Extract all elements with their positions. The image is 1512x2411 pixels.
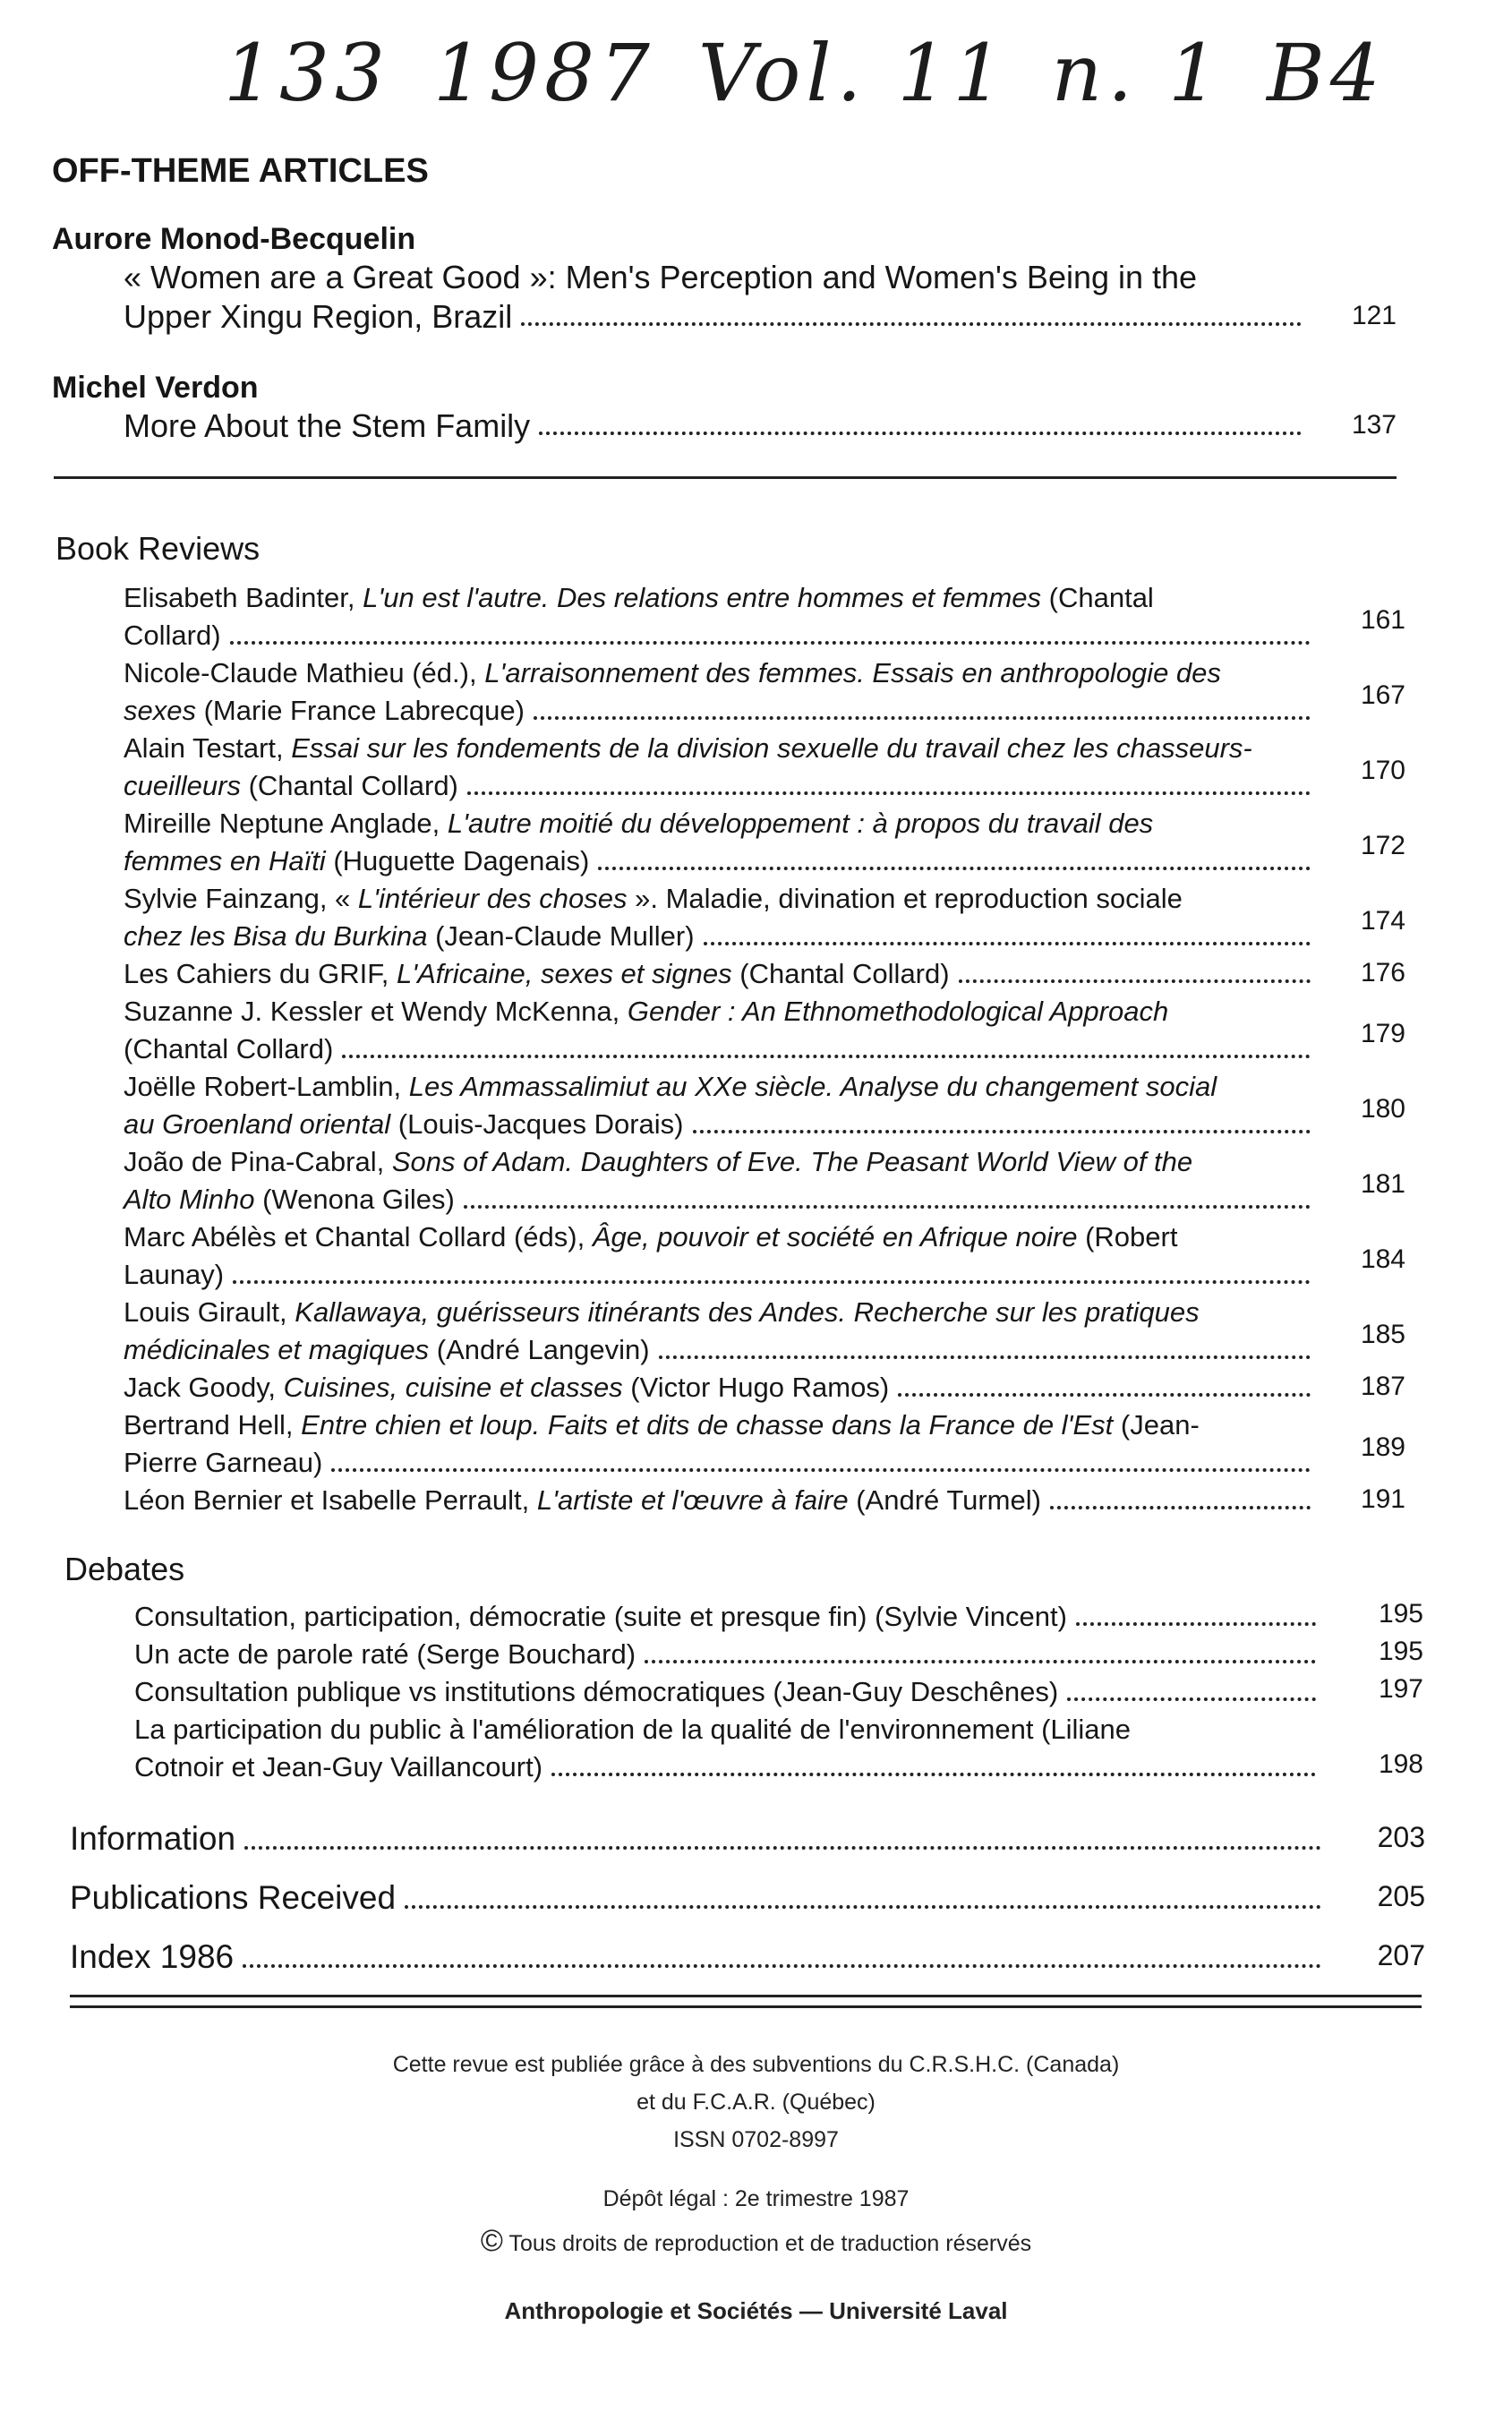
review-text xyxy=(124,1031,333,1067)
page-number: 181 xyxy=(1360,1169,1405,1199)
review-reviewer: (Chantal Collard) xyxy=(124,1033,334,1064)
dot-leader xyxy=(243,1964,1321,1968)
review-row xyxy=(124,919,1323,954)
dot-leader xyxy=(233,1280,1311,1284)
review-author: João de Pina-Cabral, xyxy=(124,1146,392,1177)
page-number: 197 xyxy=(1378,1674,1423,1704)
page-number: 185 xyxy=(1360,1320,1405,1349)
review-reviewer: (Marie France Labrecque) xyxy=(195,695,525,726)
footer-line: Cette revue est publiée grâce à des subventions du C.R.S.H.C. (Canada) xyxy=(392,2052,1120,2077)
dot-leader xyxy=(704,942,1311,945)
review-title: Gender : An Ethnomethodological Approach xyxy=(627,996,1169,1027)
section-label: Publications Received xyxy=(70,1879,397,1916)
review-reviewer: (Victor Hugo Ramos) xyxy=(622,1372,890,1403)
review-row xyxy=(124,768,1323,804)
review-line xyxy=(124,1295,1200,1330)
review-text xyxy=(124,1107,684,1142)
section-heading: Book Reviews xyxy=(56,530,261,567)
review-reviewer: (Louis-Jacques Dorais) xyxy=(390,1108,684,1140)
page-number: 174 xyxy=(1360,906,1405,936)
review-author: Mireille Neptune Anglade, xyxy=(124,808,448,839)
review-row xyxy=(124,1031,1323,1067)
handwritten-note: B4 xyxy=(1267,27,1386,119)
debate-text: Un acte de parole raté (Serge Bouchard) xyxy=(134,1638,636,1670)
review-line xyxy=(124,580,1154,616)
page-number: 205 xyxy=(1377,1880,1425,1912)
review-text xyxy=(124,1445,322,1481)
review-row xyxy=(124,1370,1323,1406)
review-title-cont: chez les Bisa du Burkina xyxy=(124,920,428,952)
review-title-cont: au Groenland oriental xyxy=(124,1108,391,1140)
review-author: Suzanne J. Kessler et Wendy McKenna, xyxy=(124,996,628,1027)
dot-leader xyxy=(1067,1697,1316,1701)
debate-row xyxy=(134,1674,1328,1710)
article-title: « Women are a Great Good »: Men's Perception and Women's Being in the xyxy=(124,259,1198,295)
footer-line: Dépôt légal : 2e trimestre 1987 xyxy=(602,2186,910,2211)
footer-line: ISSN 0702-8997 xyxy=(673,2127,839,2152)
dot-leader xyxy=(1050,1506,1311,1509)
review-text xyxy=(124,919,695,954)
review-text xyxy=(124,843,589,879)
review-title: L'autre moitié du développement : à propos du travail des xyxy=(447,808,1154,839)
handwritten-annotation xyxy=(224,27,1386,134)
review-text xyxy=(124,1257,224,1293)
review-reviewer: (Wenona Giles) xyxy=(254,1184,455,1215)
review-reviewer: (André Langevin) xyxy=(429,1334,650,1365)
review-line xyxy=(124,1407,1200,1443)
page-number: 161 xyxy=(1360,605,1405,635)
debate-row xyxy=(134,1749,1328,1785)
review-text xyxy=(124,618,221,654)
review-row xyxy=(124,693,1323,729)
page-number: 198 xyxy=(1378,1749,1423,1779)
page-number: 207 xyxy=(1377,1939,1425,1971)
article-author: Aurore Monod-Becquelin xyxy=(52,222,416,256)
article-author: Michel Verdon xyxy=(52,371,259,405)
review-author: Elisabeth Badinter, xyxy=(124,582,363,613)
dot-leader xyxy=(959,979,1311,983)
page-number: 121 xyxy=(1351,301,1397,330)
review-row xyxy=(124,1257,1323,1293)
review-title: Les Ammassalimiut au XXe siècle. Analyse du changement social xyxy=(408,1071,1217,1102)
review-author: Marc Abélès et Chantal Collard (éds), xyxy=(124,1221,593,1253)
page-number: 180 xyxy=(1360,1094,1405,1124)
review-line xyxy=(124,994,1168,1030)
review-title: Essai sur les fondements de la division sexuelle du travail chez les chasseurs- xyxy=(291,732,1252,764)
dot-leader xyxy=(539,432,1302,435)
review-line xyxy=(124,655,1221,691)
review-title-cont: médicinales et magiques xyxy=(124,1334,430,1365)
review-title: L'arraisonnement des femmes. Essais en anthropologie des xyxy=(484,657,1221,688)
copyright-icon: © xyxy=(480,2224,503,2258)
review-row xyxy=(124,956,1323,992)
review-title-cont: femmes en Haïti xyxy=(124,845,326,876)
section-label: Index 1986 xyxy=(70,1938,235,1975)
review-author: Nicole-Claude Mathieu (éd.), xyxy=(124,657,485,688)
page-number: 137 xyxy=(1351,410,1397,440)
dot-leader xyxy=(898,1393,1311,1397)
review-author: Louis Girault, xyxy=(124,1296,295,1328)
dot-leader xyxy=(534,716,1311,720)
dot-leader xyxy=(659,1355,1311,1359)
review-title: Cuisines, cuisine et classes xyxy=(283,1372,623,1403)
dot-leader xyxy=(693,1130,1311,1133)
page-number: 170 xyxy=(1360,756,1405,785)
handwritten-note: n. 1 xyxy=(1051,27,1225,119)
review-title-cont: ». Maladie, divination et reproduction sociale xyxy=(627,883,1183,914)
review-row xyxy=(124,1445,1323,1481)
review-row xyxy=(124,1332,1323,1368)
footer-line: et du F.C.A.R. (Québec) xyxy=(636,2090,876,2115)
review-title: Sons of Adam. Daughters of Eve. The Peasant World View of the xyxy=(391,1146,1193,1177)
review-reviewer: Pierre Garneau) xyxy=(124,1447,323,1478)
dot-leader xyxy=(342,1055,1311,1058)
review-row xyxy=(124,618,1323,654)
article-title-cont: Upper Xingu Region, Brazil xyxy=(124,298,513,335)
page-number: 172 xyxy=(1360,831,1405,860)
review-row xyxy=(124,1483,1323,1518)
review-line xyxy=(124,731,1252,766)
review-text xyxy=(124,1182,455,1218)
review-text xyxy=(124,956,950,992)
page-number: 203 xyxy=(1377,1821,1425,1853)
section-title: OFF-THEME ARTICLES xyxy=(52,152,429,190)
dot-leader xyxy=(521,322,1302,326)
review-reviewer: (Chantal Collard) xyxy=(731,958,950,989)
review-title: Entre chien et loup. Faits et dits de chasse dans la France de l'Est xyxy=(301,1409,1114,1441)
page-number: 195 xyxy=(1378,1599,1423,1629)
section-label: Information xyxy=(70,1820,236,1857)
review-author: Jack Goody, xyxy=(124,1372,284,1403)
page-number: 176 xyxy=(1360,958,1405,987)
review-reviewer: (Huguette Dagenais) xyxy=(325,845,590,876)
review-text xyxy=(124,768,458,804)
review-title-cont: cueilleurs xyxy=(124,770,241,801)
dot-leader xyxy=(598,867,1311,870)
dot-leader xyxy=(331,1468,1311,1472)
review-reviewer: (Chantal Collard) xyxy=(240,770,458,801)
section-row xyxy=(70,1937,1334,1977)
page-number: 167 xyxy=(1360,680,1405,710)
divider xyxy=(70,1995,1422,1997)
page-number: 189 xyxy=(1360,1432,1405,1462)
publisher: Anthropologie et Sociétés — Université Laval xyxy=(504,2297,1008,2324)
review-text xyxy=(124,1332,650,1368)
review-title: L'artiste et l'œuvre à faire xyxy=(536,1484,849,1516)
review-title-cont: Alto Minho xyxy=(124,1184,255,1215)
handwritten-note: 1987 xyxy=(432,27,655,119)
review-row xyxy=(124,1182,1323,1218)
review-line xyxy=(124,806,1153,842)
review-author: Bertrand Hell, xyxy=(124,1409,302,1441)
page-number: 195 xyxy=(1378,1637,1423,1666)
footer-rights: Tous droits de reproduction et de traduction réservés xyxy=(508,2231,1032,2256)
review-line xyxy=(124,1219,1177,1255)
dot-leader xyxy=(244,1846,1321,1850)
review-row xyxy=(124,843,1323,879)
review-author: Sylvie Fainzang, « xyxy=(124,883,358,914)
dot-leader xyxy=(1076,1622,1316,1626)
debate-text: Consultation publique vs institutions démocratiques (Jean-Guy Deschênes) xyxy=(134,1676,1059,1707)
review-title: L'intérieur des choses xyxy=(357,883,628,914)
review-author: Les Cahiers du GRIF, xyxy=(124,958,397,989)
debate-text: Consultation, participation, démocratie (suite et presque fin) (Sylvie Vincent) xyxy=(134,1601,1067,1632)
review-title: Âge, pouvoir et société en Afrique noire xyxy=(592,1221,1078,1253)
divider xyxy=(54,476,1397,479)
review-author: Léon Bernier et Isabelle Perrault, xyxy=(124,1484,537,1516)
review-text xyxy=(124,693,525,729)
review-title: Kallawaya, guérisseurs itinérants des Andes. Recherche sur les pratiques xyxy=(295,1296,1200,1328)
divider xyxy=(70,2005,1422,2008)
review-row xyxy=(124,1107,1323,1142)
debate-text: Cotnoir et Jean-Guy Vaillancourt) xyxy=(134,1751,543,1783)
article-title: More About the Stem Family xyxy=(124,407,531,444)
dot-leader xyxy=(467,791,1311,795)
review-reviewer: Collard) xyxy=(124,620,221,651)
review-title-cont: (Jean- xyxy=(1113,1409,1200,1441)
page-number: 191 xyxy=(1360,1484,1405,1514)
review-title-cont: sexes xyxy=(124,695,196,726)
review-title-cont: (Chantal xyxy=(1041,582,1154,613)
review-reviewer: (Jean-Claude Muller) xyxy=(427,920,695,952)
review-title: L'un est l'autre. Des relations entre hommes et femmes xyxy=(363,582,1042,613)
review-reviewer: Launay) xyxy=(124,1259,225,1290)
handwritten-note: 133 xyxy=(224,27,390,119)
debate-row xyxy=(134,1599,1328,1635)
review-text xyxy=(124,1483,1041,1518)
dot-leader xyxy=(645,1660,1316,1663)
review-line xyxy=(124,881,1183,917)
section-row xyxy=(70,1878,1334,1918)
review-line xyxy=(124,1069,1217,1105)
footer-line xyxy=(0,2224,1512,2259)
page-number: 184 xyxy=(1360,1244,1405,1274)
dot-leader xyxy=(405,1905,1321,1909)
review-text xyxy=(124,1370,889,1406)
review-title: L'Africaine, sexes et signes xyxy=(396,958,732,989)
page-number: 187 xyxy=(1360,1372,1405,1401)
dot-leader xyxy=(551,1773,1316,1776)
section-heading: Debates xyxy=(64,1551,185,1587)
review-title-cont: (Robert xyxy=(1077,1221,1178,1253)
review-author: Joëlle Robert-Lamblin, xyxy=(124,1071,409,1102)
section-row xyxy=(70,1819,1334,1859)
handwritten-note: Vol. 11 xyxy=(697,27,1009,119)
toc-row xyxy=(124,299,1314,335)
review-reviewer: (André Turmel) xyxy=(848,1484,1041,1516)
dot-leader xyxy=(464,1205,1311,1209)
debate-line: La participation du public à l'amélioration de la qualité de l'environnement (Liliane xyxy=(134,1714,1132,1745)
dot-leader xyxy=(230,641,1311,645)
page-number: 179 xyxy=(1360,1019,1405,1048)
debate-row xyxy=(134,1637,1328,1672)
toc-row xyxy=(124,408,1314,444)
review-author: Alain Testart, xyxy=(124,732,292,764)
review-line xyxy=(124,1144,1192,1180)
